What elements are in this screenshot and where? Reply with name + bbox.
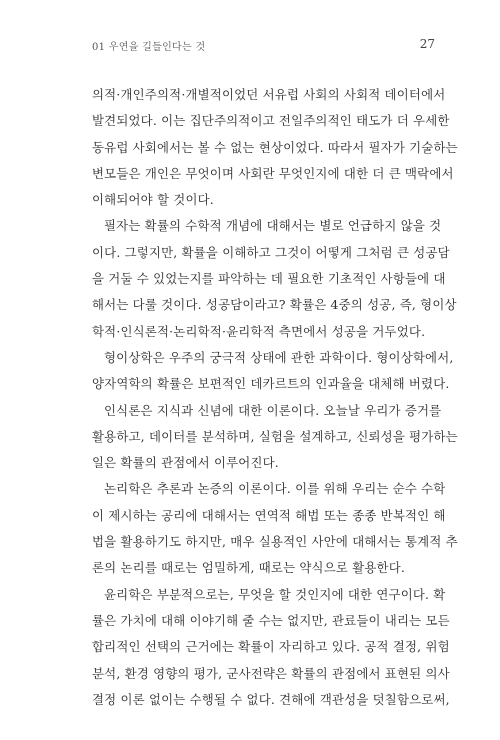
text-line: 논리학은 추론과 논증의 이론이다. 이를 위해 우리는 순수 수학 <box>104 481 446 497</box>
text-line: 활용하고, 데이터를 분석하며, 실험을 설계하고, 신뢰성을 평가하는 <box>92 428 458 444</box>
text-line: 해서는 다룰 것이다. 성공담이라고? 확률은 4중의 성공, 즉, 형이상 <box>92 297 457 313</box>
body-text <box>92 82 458 713</box>
text-line: 이다. 그렇지만, 확률을 이해하고 그것이 어떻게 그처럼 큰 성공담 <box>92 244 450 260</box>
text-line: 윤리학은 부분적으로는, 무엇을 할 것인지에 대한 연구이다. 확 <box>104 586 446 602</box>
paragraph <box>92 213 457 344</box>
text-line: 합리적인 선택의 근거에는 확률이 자리하고 있다. 공적 결정, 위험 <box>92 639 450 655</box>
text-line: 인식론은 지식과 신념에 대한 이론이다. 오늘날 우리가 증거를 <box>104 402 442 418</box>
text-line: 론의 논리를 때로는 엄밀하게, 때로는 약식으로 활용한다. <box>92 560 406 576</box>
paragraph <box>92 476 458 581</box>
running-title: 01 우연을 길들인다는 것 <box>92 42 206 53</box>
text-line: 필자는 확률의 수학적 개념에 대해서는 별로 언급하지 않을 것 <box>104 218 442 234</box>
paragraph <box>92 82 458 213</box>
text-line: 률은 가치에 대해 이야기해 줄 수는 없지만, 관료들이 내리는 모든 <box>92 612 450 628</box>
text-line: 양자역학의 확률은 보편적인 데카르트의 인과율을 대체해 버렸다. <box>92 376 450 392</box>
text-line: 의적·개인주의적·개별적이었던 서유럽 사회의 사회적 데이터에서 <box>92 87 446 102</box>
text-line: 결정 이론 없이는 수행될 수 없다. 견해에 객관성을 덧칠함으로써, <box>92 691 450 707</box>
text-line: 형이상학은 우주의 궁극적 상태에 관한 과학이다. 형이상학에서, <box>104 349 454 365</box>
text-line: 이 제시하는 공리에 대해서는 연역적 해법 또는 종종 반복적인 해 <box>92 507 446 523</box>
text-line: 분석, 환경 영향의 평가, 군사전략은 확률의 관점에서 표현된 의사 <box>92 665 450 681</box>
paragraph <box>92 398 458 477</box>
text-line: 동유럽 사회에서는 볼 수 없는 현상이었다. 따라서 필자가 기술하는 <box>92 139 458 155</box>
paragraph <box>92 582 450 713</box>
text-line: 법을 활용하기도 하지만, 매우 실용적인 사안에 대해서는 통계적 추 <box>92 534 458 550</box>
paragraph <box>92 345 454 398</box>
text-line: 이해되어야 할 것이다. <box>92 192 214 208</box>
running-header <box>92 38 435 54</box>
text-line: 일은 확률의 관점에서 이루어진다. <box>92 455 279 471</box>
text-line: 학적·인식론적·논리학적·윤리학적 측면에서 성공을 거두었다. <box>92 323 426 339</box>
text-line: 변모들은 개인은 무엇이며 사회란 무엇인지에 대한 더 큰 맥락에서 <box>92 165 454 181</box>
text-line: 발견되었다. 이는 집단주의적이고 전일주의적인 태도가 더 우세한 <box>92 113 450 129</box>
text-line: 을 거둘 수 있었는지를 파악하는 데 필요한 기초적인 사항들에 대 <box>92 271 446 287</box>
page-number: 27 <box>419 37 435 51</box>
